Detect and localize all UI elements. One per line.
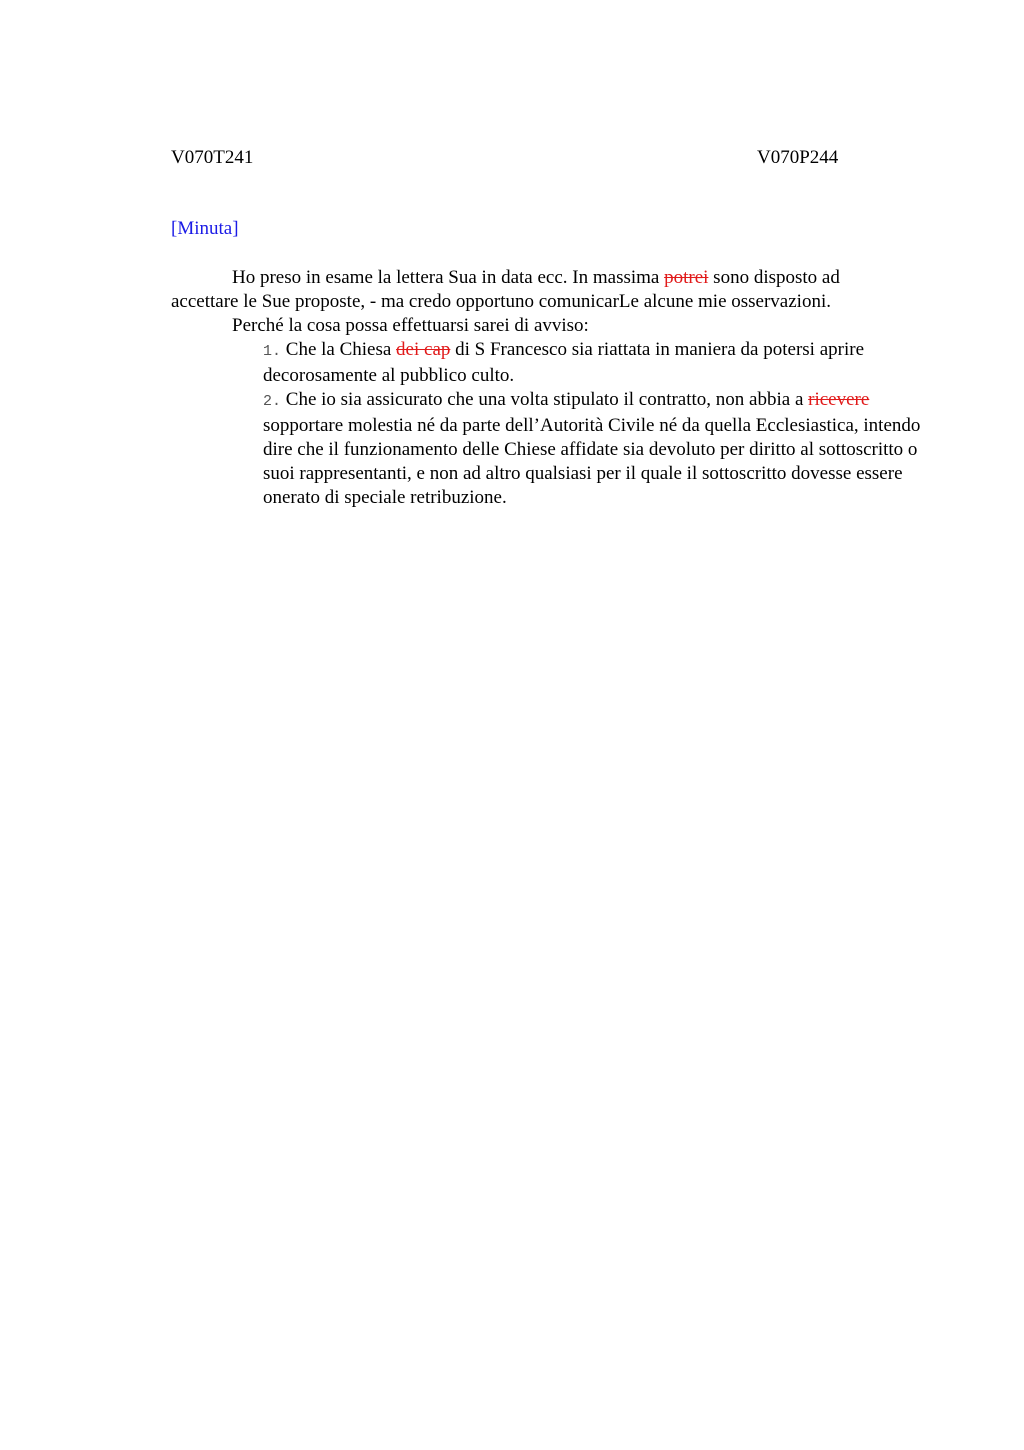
deleted-word: potrei (664, 267, 709, 288)
list-item-text-b: di S Francesco sia riattata in maniera da potersi aprire decorosamente al pubblico culto. (263, 339, 864, 386)
paragraph-1 (171, 266, 896, 314)
list-item-text-b: sopportare molestia né da parte dell’Autorità Civile né da quella Ecclesiastica, intendo dire che il funzionamento delle Chiese affidate sia devoluto per diritto al sottoscritto o suoi rappresentanti, e non ad altro qualsiasi per il quale il sottoscritto dovesse essere onerato di speciale retribuzione. (263, 415, 921, 508)
list-item-text-a: Che io sia assicurato che una volta stipulato il contratto, non abbia a (281, 389, 809, 410)
paragraph-1-text-a: Ho preso in esame la lettera Sua in data ecc. In massima (232, 267, 665, 288)
list-item (263, 388, 933, 510)
list-item (263, 338, 933, 388)
paragraph-2-text: Perché la cosa possa effettuarsi sarei di avviso: (232, 315, 589, 336)
letter-body (171, 266, 921, 510)
header-right-code: V070P244 (757, 147, 839, 168)
list-item-number: 2. (263, 393, 282, 410)
list-item-text-a: Che la Chiesa (281, 339, 397, 360)
minuta-tag: [Minuta] (171, 218, 239, 239)
numbered-list (171, 338, 933, 510)
paragraph-1-text-b: sono disposto ad accettare le Sue proposte, - ma credo opportuno comunicarLe alcune mie osservazioni. (171, 267, 840, 312)
header-left-code: V070T241 (171, 147, 254, 168)
list-item-number: 1. (263, 343, 282, 360)
deleted-word: ricevere (808, 389, 870, 410)
deleted-word: dei cap (396, 339, 451, 360)
paragraph-2 (171, 314, 896, 338)
